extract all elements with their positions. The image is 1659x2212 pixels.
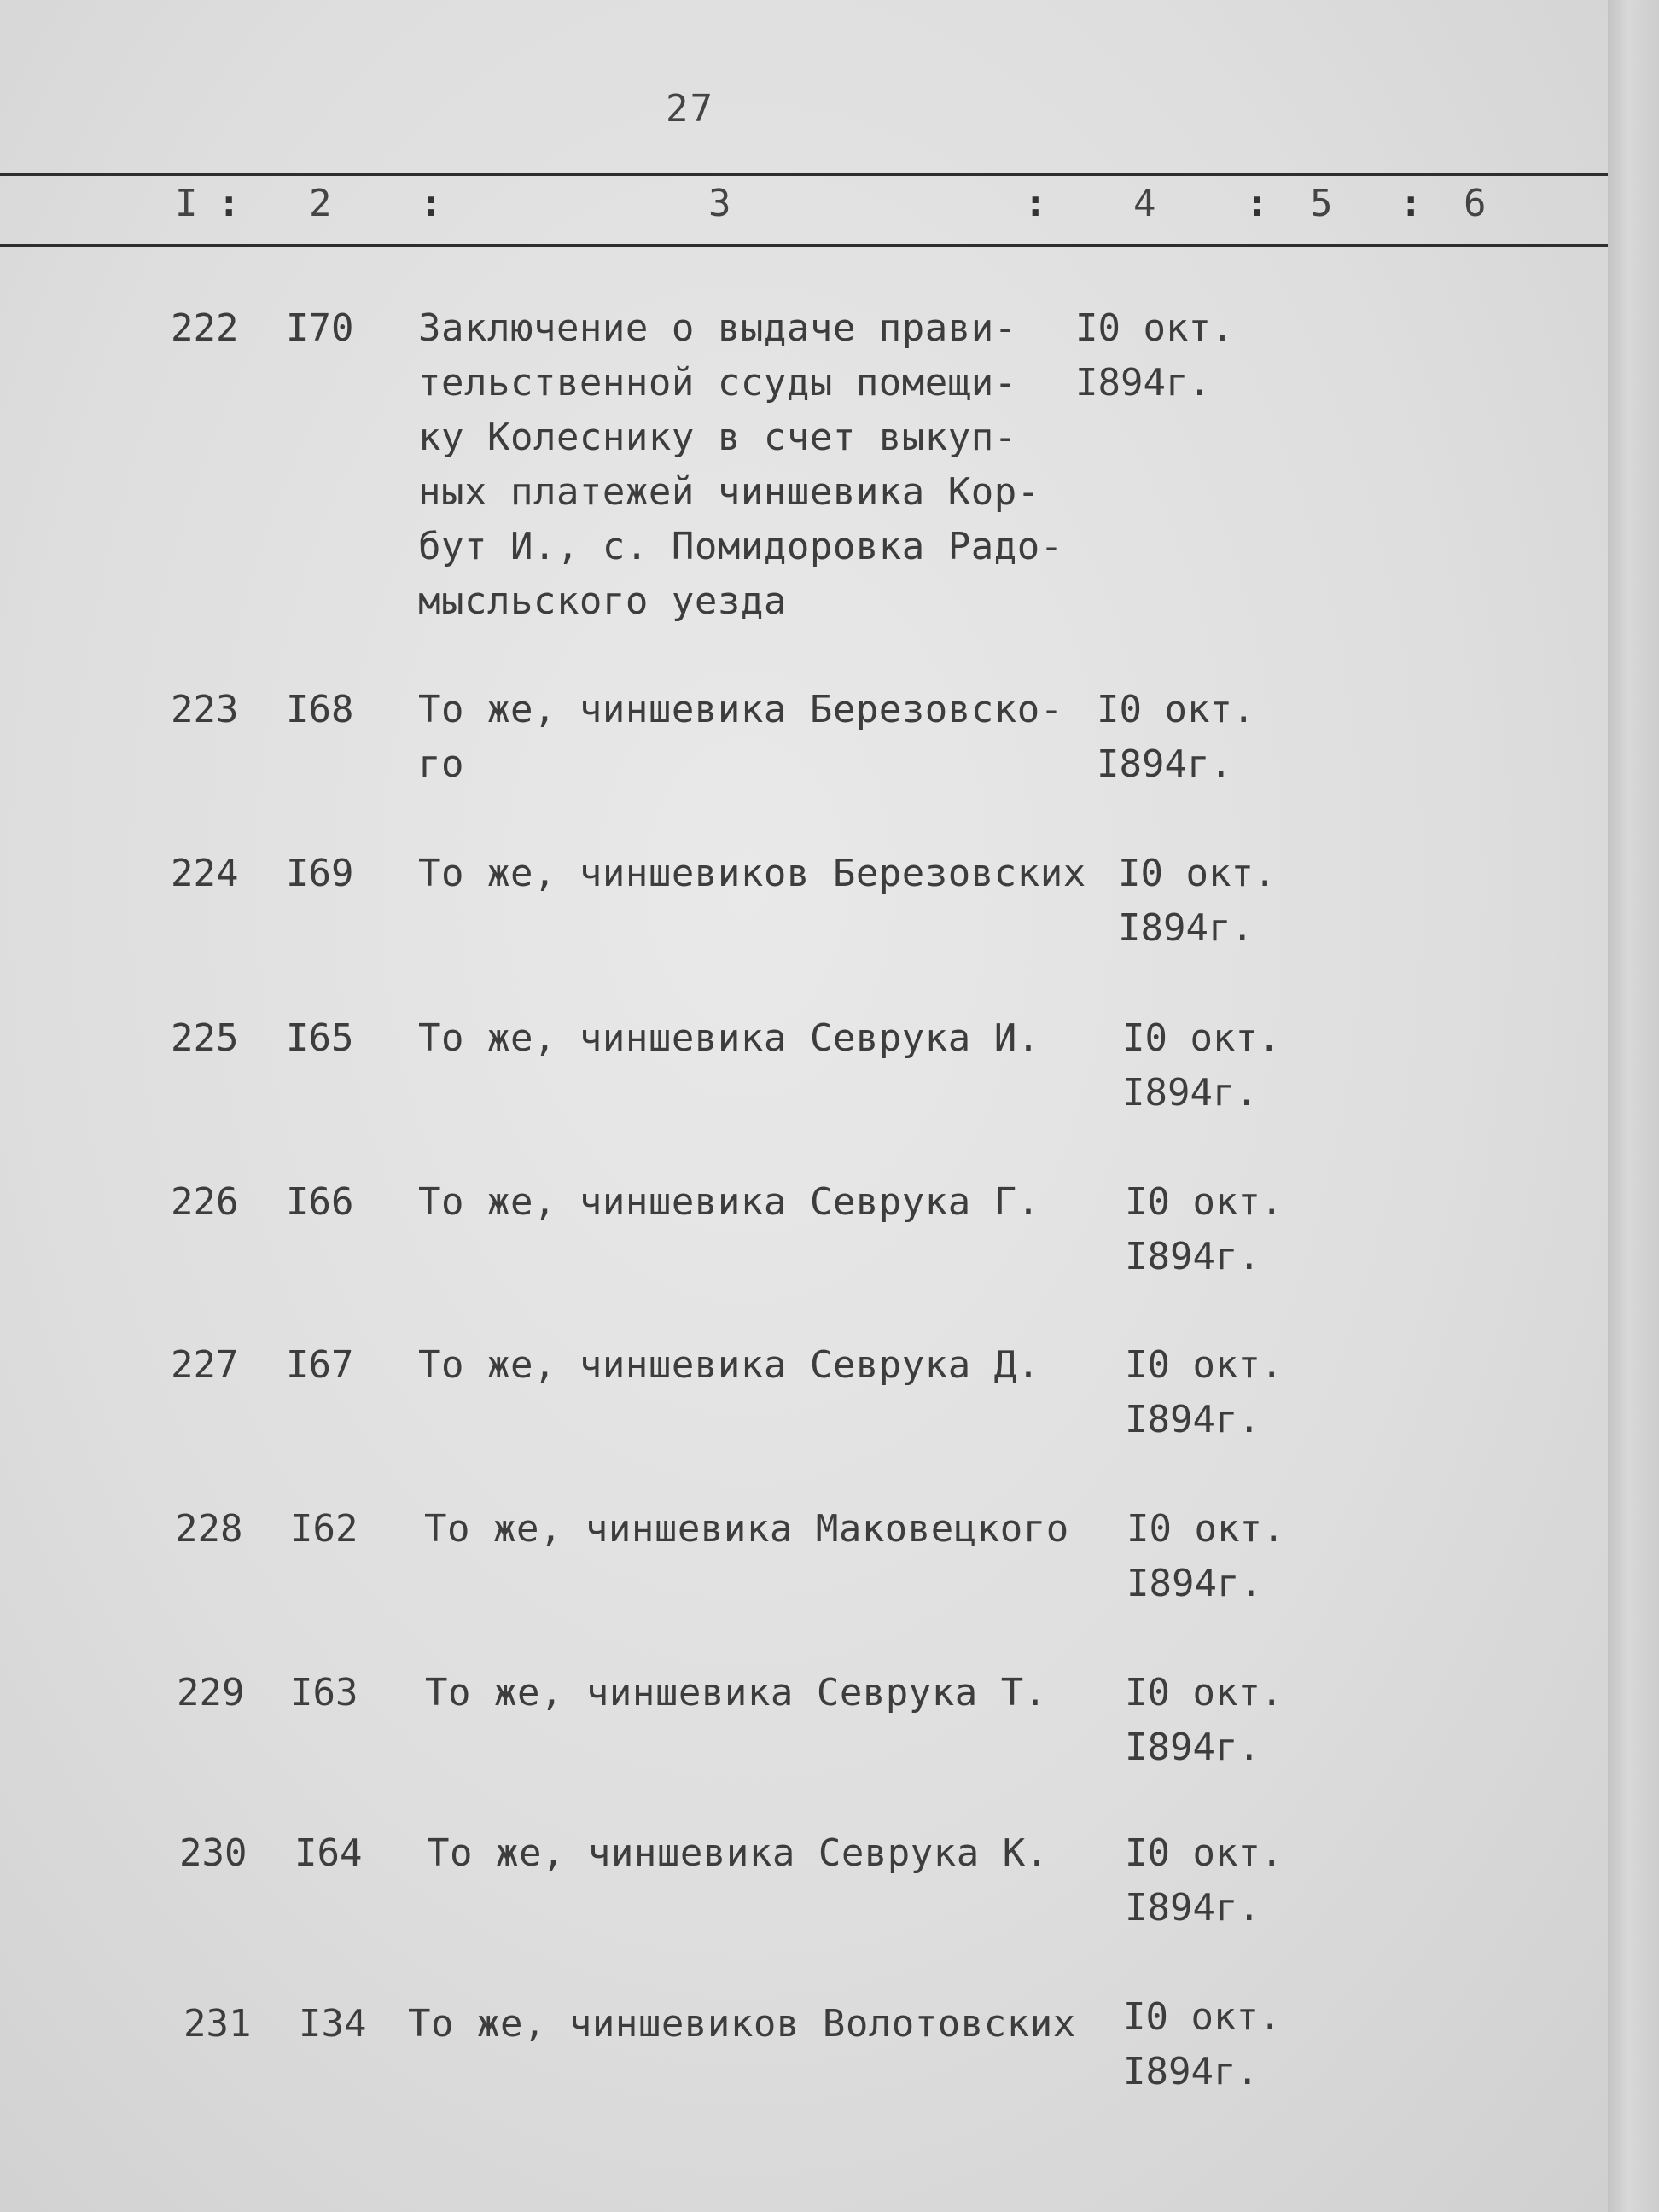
- header-separator: :: [420, 182, 443, 225]
- header-separator: :: [1246, 182, 1269, 225]
- date-year: I894г.: [1125, 1726, 1260, 1769]
- archive-number: I68: [286, 688, 354, 731]
- row-date: [1123, 1990, 1281, 2099]
- header-separator: :: [218, 182, 241, 225]
- row-number: 226: [171, 1180, 239, 1224]
- description-line: То же, чиншевика Севрука К.: [427, 1831, 1049, 1875]
- date-day: I0 окт.: [1125, 1180, 1284, 1224]
- row-description: [425, 1666, 1091, 1720]
- row-number: 229: [177, 1671, 245, 1714]
- row-date: [1075, 301, 1233, 410]
- date-day: I0 окт.: [1126, 1507, 1285, 1551]
- description-line: То же, чиншевика Севрука Д.: [418, 1343, 1040, 1387]
- row-date: [1125, 1175, 1283, 1284]
- row-date: [1126, 1502, 1284, 1611]
- row-description: [418, 1338, 1084, 1393]
- row-date: [1097, 683, 1254, 792]
- description-line: мысльского уезда: [418, 579, 787, 623]
- row-number: 222: [171, 306, 239, 350]
- date-day: I0 окт.: [1118, 852, 1277, 895]
- description-line: То же, чиншевиков Березовских: [418, 852, 1086, 895]
- header-col-4: 4: [1133, 182, 1156, 225]
- date-year: I894г.: [1126, 1562, 1262, 1605]
- date-year: I894г.: [1122, 1071, 1258, 1115]
- row-number: 227: [171, 1343, 239, 1387]
- row-description: [418, 683, 1084, 792]
- archive-number: I65: [286, 1016, 354, 1060]
- archive-number: I69: [286, 852, 354, 895]
- date-year: I894г.: [1125, 1398, 1260, 1441]
- header-separator: :: [1400, 182, 1423, 225]
- row-number: 225: [171, 1016, 239, 1060]
- date-day: I0 окт.: [1123, 1995, 1282, 2039]
- row-number: 224: [171, 852, 239, 895]
- date-day: I0 окт.: [1122, 1016, 1281, 1060]
- row-description: [418, 301, 1084, 629]
- archive-number: I64: [294, 1831, 363, 1875]
- header-bottom-rule: [0, 244, 1608, 247]
- date-year: I894г.: [1097, 742, 1232, 786]
- page-number: 27: [666, 87, 714, 131]
- row-date: [1122, 1011, 1280, 1121]
- date-day: I0 окт.: [1125, 1831, 1284, 1875]
- row-number: 231: [183, 2002, 252, 2046]
- archive-number: I34: [299, 2002, 367, 2046]
- row-description: [418, 1011, 1084, 1066]
- date-day: I0 окт.: [1097, 688, 1255, 731]
- description-line: Заключение о выдаче прави-: [418, 306, 1017, 350]
- row-date: [1125, 1826, 1283, 1936]
- row-number: 228: [175, 1507, 243, 1551]
- date-year: I894г.: [1123, 2050, 1259, 2093]
- archive-number: I63: [290, 1671, 358, 1714]
- header-col-3: 3: [708, 182, 731, 225]
- description-line: ку Колеснику в счет выкуп-: [418, 416, 1017, 459]
- header-separator: :: [1024, 182, 1047, 225]
- row-description: [418, 1175, 1084, 1230]
- row-number: 230: [179, 1831, 247, 1875]
- description-line: бут И., с. Помидоровка Радо-: [418, 525, 1063, 568]
- date-day: I0 окт.: [1125, 1343, 1284, 1387]
- description-line: То же, чиншевиков Волотовских: [408, 2002, 1076, 2046]
- date-year: I894г.: [1125, 1235, 1260, 1278]
- row-date: [1125, 1338, 1283, 1447]
- row-date: [1118, 847, 1276, 956]
- description-line: То же, чиншевика Севрука Г.: [418, 1180, 1040, 1224]
- row-description: [427, 1826, 1092, 1881]
- row-description: [408, 1997, 1074, 2052]
- header-col-1: I: [175, 182, 198, 225]
- description-line: То же, чиншевика Маковецкого: [424, 1507, 1069, 1551]
- date-year: I894г.: [1125, 1886, 1260, 1930]
- header-top-rule: [0, 173, 1608, 176]
- archive-number: I67: [286, 1343, 354, 1387]
- header-col-6: 6: [1464, 182, 1487, 225]
- archive-number: I70: [286, 306, 354, 350]
- row-date: [1125, 1666, 1283, 1775]
- date-day: I0 окт.: [1125, 1671, 1284, 1714]
- description-line: го: [418, 742, 464, 786]
- description-line: То же, чиншевика Березовско-: [418, 688, 1063, 731]
- archive-number: I66: [286, 1180, 354, 1224]
- header-col-5: 5: [1310, 182, 1333, 225]
- description-line: ных платежей чиншевика Кор-: [418, 470, 1040, 514]
- row-description: [418, 847, 1084, 901]
- description-line: То же, чиншевика Севрука И.: [418, 1016, 1040, 1060]
- date-year: I894г.: [1118, 906, 1254, 950]
- header-col-2: 2: [309, 182, 332, 225]
- row-description: [424, 1502, 1090, 1557]
- description-line: То же, чиншевика Севрука Т.: [425, 1671, 1047, 1714]
- description-line: тельственной ссуды помещи-: [418, 361, 1017, 405]
- page-edge: [1608, 0, 1659, 2212]
- row-number: 223: [171, 688, 239, 731]
- date-day: I0 окт.: [1075, 306, 1234, 350]
- archive-number: I62: [290, 1507, 358, 1551]
- date-year: I894г.: [1075, 361, 1211, 405]
